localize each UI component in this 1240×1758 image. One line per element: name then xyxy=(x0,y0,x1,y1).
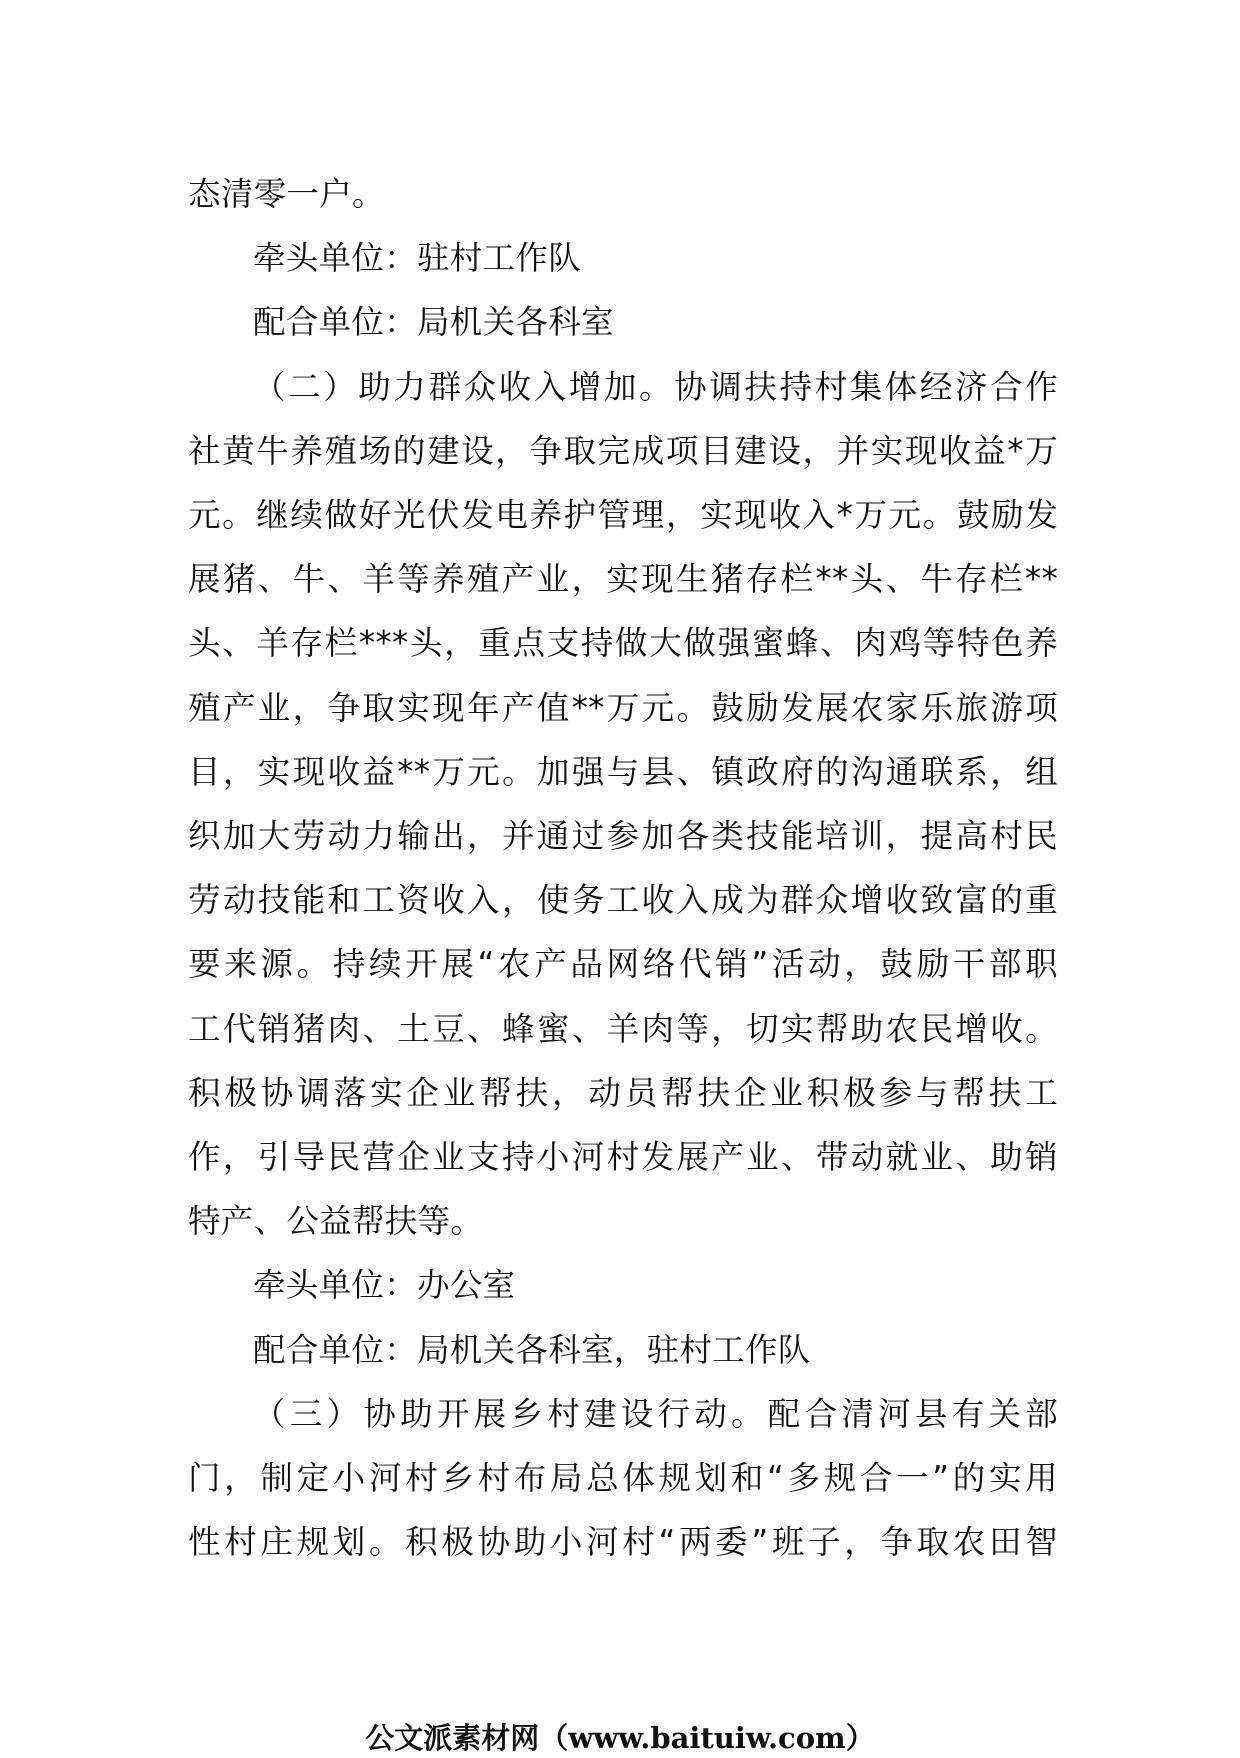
section-income-increase xyxy=(188,355,1058,1254)
text-line: 头、羊存栏***头，重点支持做大做强蜜蜂、肉鸡等特色养 xyxy=(188,624,1058,663)
cooperating-unit-text: 配合单位：局机关各科室 xyxy=(253,303,614,342)
lead-unit-text: 牵头单位：办公室 xyxy=(253,1266,516,1305)
text-line: 积极协调落实企业帮扶，动员帮扶企业积极参与帮扶工 xyxy=(188,1073,1058,1112)
lead-unit-2 xyxy=(188,1253,1058,1317)
lead-unit-1 xyxy=(188,226,1058,290)
section-village-construction xyxy=(188,1382,1058,1575)
text-line: 织加大劳动力输出，并通过参加各类技能培训，提高村民 xyxy=(188,817,1058,856)
text-line: 目，实现收益**万元。加强与县、镇政府的沟通联系，组 xyxy=(188,752,1058,791)
text-line: 特产、公益帮扶等。 xyxy=(188,1202,484,1241)
text-line: 态清零一户。 xyxy=(188,175,385,213)
text-line: 元。继续做好光伏发电养护管理，实现收入*万元。鼓励发 xyxy=(188,496,1058,535)
text-line: （二）助力群众收入增加。协调扶持村集体经济合作 xyxy=(253,367,1058,406)
cooperating-unit-1 xyxy=(188,290,1058,354)
footer-watermark: 公文派素材网（www.baituiw.com） xyxy=(365,1721,875,1755)
text-line: 工代销猪肉、土豆、蜂蜜、羊肉等，切实帮助农民增收。 xyxy=(188,1009,1058,1048)
text-line: 门，制定小河村乡村布局总体规划和“多规合一”的实用 xyxy=(188,1459,1058,1498)
lead-unit-text: 牵头单位：驻村工作队 xyxy=(253,239,582,278)
paragraph-continuation xyxy=(188,162,1058,226)
cooperating-unit-2 xyxy=(188,1318,1058,1382)
cooperating-unit-text: 配合单位：局机关各科室，驻村工作队 xyxy=(253,1330,811,1369)
text-line: 要来源。持续开展“农产品网络代销”活动，鼓励干部职 xyxy=(188,945,1058,984)
text-line: 殖产业，争取实现年产值**万元。鼓励发展农家乐旅游项 xyxy=(188,688,1058,727)
text-line: （三）协助开展乡村建设行动。配合清河县有关部 xyxy=(253,1394,1058,1433)
text-line: 作，引导民营企业支持小河村发展产业、带动就业、助销 xyxy=(188,1138,1058,1177)
text-line: 劳动技能和工资收入，使务工收入成为群众增收致富的重 xyxy=(188,881,1058,920)
text-line: 性村庄规划。积极协助小河村“两委”班子，争取农田智 xyxy=(188,1523,1058,1562)
text-line: 展猪、牛、羊等养殖产业，实现生猪存栏**头、牛存栏** xyxy=(188,560,1058,599)
text-line: 社黄牛养殖场的建设，争取完成项目建设，并实现收益*万 xyxy=(188,431,1058,470)
document-body xyxy=(188,162,1058,1574)
